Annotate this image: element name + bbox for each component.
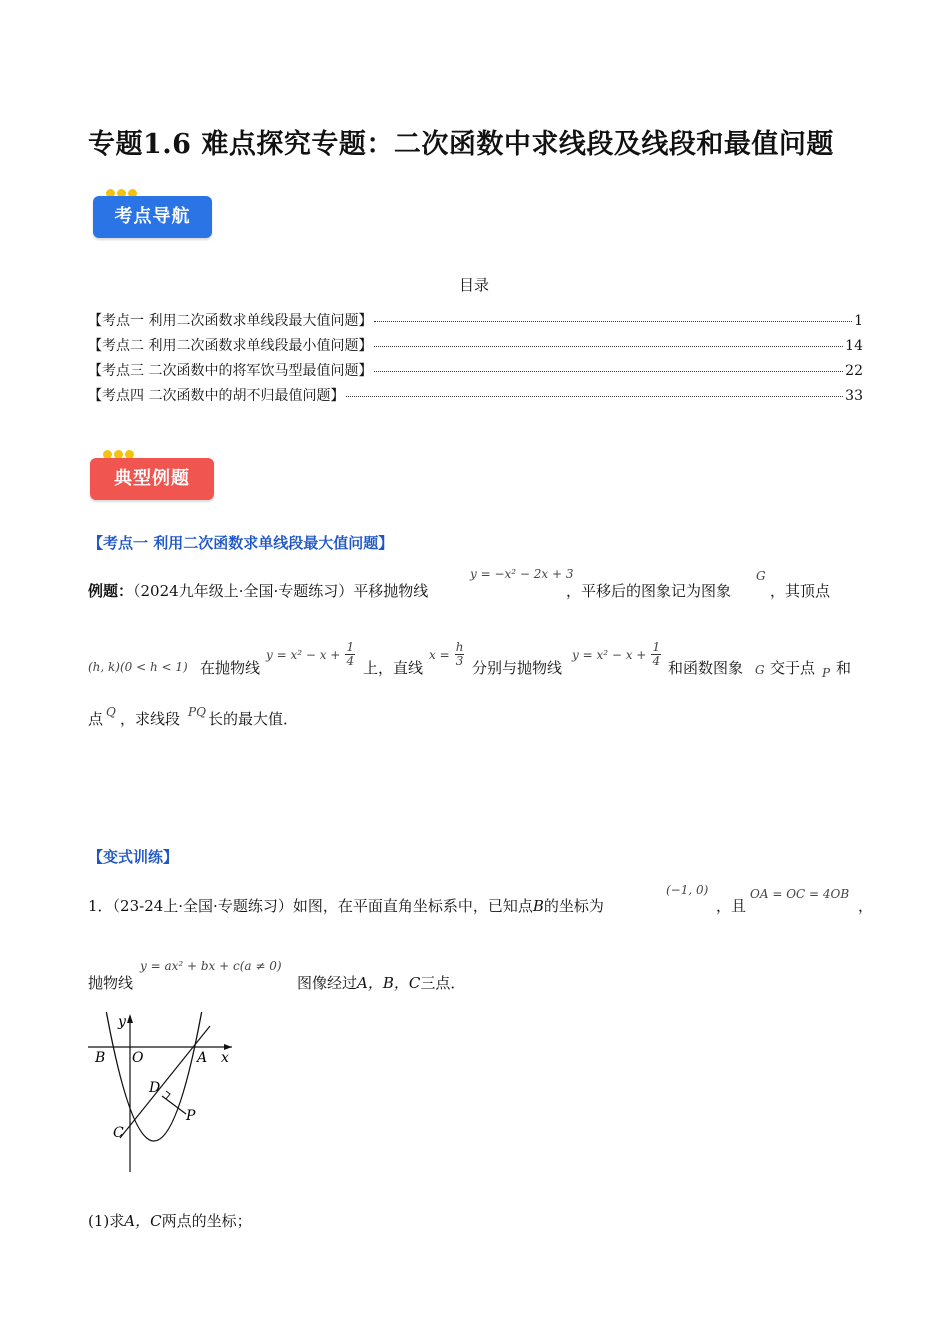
fraction: $\frac{h}{3}$: [455, 640, 464, 668]
example-text: 交于点: [770, 659, 816, 677]
exercise-line-1: [88, 895, 604, 916]
toc-entry-page: 33: [845, 388, 863, 404]
exercise-text: 两点的坐标；: [161, 1212, 252, 1230]
examples-badge: 典型例题: [90, 458, 214, 500]
example-text: 点: [88, 710, 104, 728]
question-1: [88, 1210, 252, 1231]
exercise-text: 图像经过: [297, 974, 358, 992]
figure-label: C: [113, 1125, 124, 1141]
toc-entry[interactable]: [88, 310, 863, 330]
toc-entry-label: 【考点四 二次函数中的胡不归最值问题】: [88, 388, 345, 404]
math-expression: P: [822, 666, 831, 680]
example-label: 例题：: [88, 582, 134, 600]
question-number: 1．: [88, 897, 113, 915]
example-text: 在抛物线: [200, 659, 261, 677]
toc-leader: [374, 371, 843, 372]
figure-label: O: [132, 1050, 144, 1066]
toc-leader: [374, 346, 843, 347]
toc-entry-label: 【考点三 二次函数中的将军饮马型最值问题】: [88, 363, 373, 379]
page-title: 专题1.6 难点探究专题：二次函数中求线段及线段和最值问题: [88, 129, 834, 160]
math-expression: PQ: [188, 705, 206, 719]
line-ac: [120, 1026, 210, 1138]
math-expression: (−1, 0): [666, 883, 709, 897]
figure-label: y: [118, 1014, 126, 1030]
math-expression: Q: [106, 705, 116, 719]
variable: A，C: [124, 1212, 162, 1230]
exercise-text: 的坐标为: [543, 897, 604, 915]
figure-label: D: [149, 1080, 161, 1096]
toc-entry[interactable]: [88, 335, 863, 355]
exercise-line-2-tail: [297, 972, 465, 993]
math-expression: y = −x² − 2x + 3: [470, 567, 574, 581]
y-axis-arrow-icon: [127, 1014, 133, 1023]
toc-entry[interactable]: [88, 385, 863, 405]
example-text: 分别与抛物线: [472, 659, 563, 677]
exercise-text: ，: [858, 897, 874, 915]
example-text: 和: [836, 659, 852, 677]
section-heading: 【考点一 利用二次函数求单线段最大值问题】: [88, 534, 394, 552]
math-expression: y = x² − x + $\frac{1}{4}$: [266, 640, 355, 668]
fraction: $\frac{1}{4}$: [652, 640, 661, 668]
math-expression: y = x² − x + $\frac{1}{4}$: [572, 640, 661, 668]
math-expression: x = $\frac{h}{3}$: [429, 640, 464, 668]
toc-entry-label: 【考点一 利用二次函数求单线段最大值问题】: [88, 313, 373, 329]
math-expression: (h, k)(0 < h < 1): [88, 660, 188, 674]
right-angle-mark: [166, 1091, 170, 1099]
toc-entry[interactable]: [88, 360, 863, 380]
toc-leader: [346, 396, 843, 397]
exercise-text: 三点．: [420, 974, 466, 992]
toc-heading: 目录: [459, 276, 490, 294]
fraction: $\frac{1}{4}$: [346, 640, 355, 668]
variable: A，B，C: [357, 974, 421, 992]
nav-badge: 考点导航: [93, 196, 212, 238]
math-expression: G: [756, 569, 766, 583]
example-text: 和函数图象: [668, 659, 744, 677]
toc-entry-label: 【考点二 利用二次函数求单线段最小值问题】: [88, 338, 373, 354]
example-text: ，求线段: [120, 710, 181, 728]
toc-entry-page: 14: [845, 338, 863, 354]
figure-label: P: [186, 1108, 196, 1124]
example-line-1: [88, 580, 428, 601]
exercise-text: （23-24上·全国·专题练习）如图，在平面直角坐标系中，已知点: [112, 897, 533, 915]
example-text: （2024九年级上·全国·专题练习）平移抛物线: [133, 582, 429, 600]
exercise-text: 抛物线: [88, 974, 134, 992]
segment-pd: [162, 1096, 186, 1114]
example-text: 长的最大值．: [208, 710, 299, 728]
exercise-text: (1)求: [88, 1212, 125, 1230]
toc-leader: [374, 321, 852, 322]
toc-entry-page: 22: [845, 363, 863, 379]
figure-label: x: [221, 1050, 229, 1066]
toc-entry-page: 1: [854, 313, 863, 329]
figure-label: A: [197, 1050, 208, 1066]
math-expression: y = ax² + bx + c(a ≠ 0): [140, 959, 282, 973]
example-text: 上，直线: [363, 659, 424, 677]
parabola-figure: [86, 1012, 246, 1177]
exercise-text: ，且: [716, 897, 747, 915]
section-heading: 【变式训练】: [88, 848, 179, 866]
math-expression: OA = OC = 4OB: [750, 887, 850, 901]
figure-label: B: [95, 1050, 106, 1066]
example-text: ，平移后的图象记为图象: [566, 582, 732, 600]
variable: B: [532, 897, 544, 915]
example-text: ，其顶点: [770, 582, 831, 600]
math-expression: G: [755, 663, 765, 677]
